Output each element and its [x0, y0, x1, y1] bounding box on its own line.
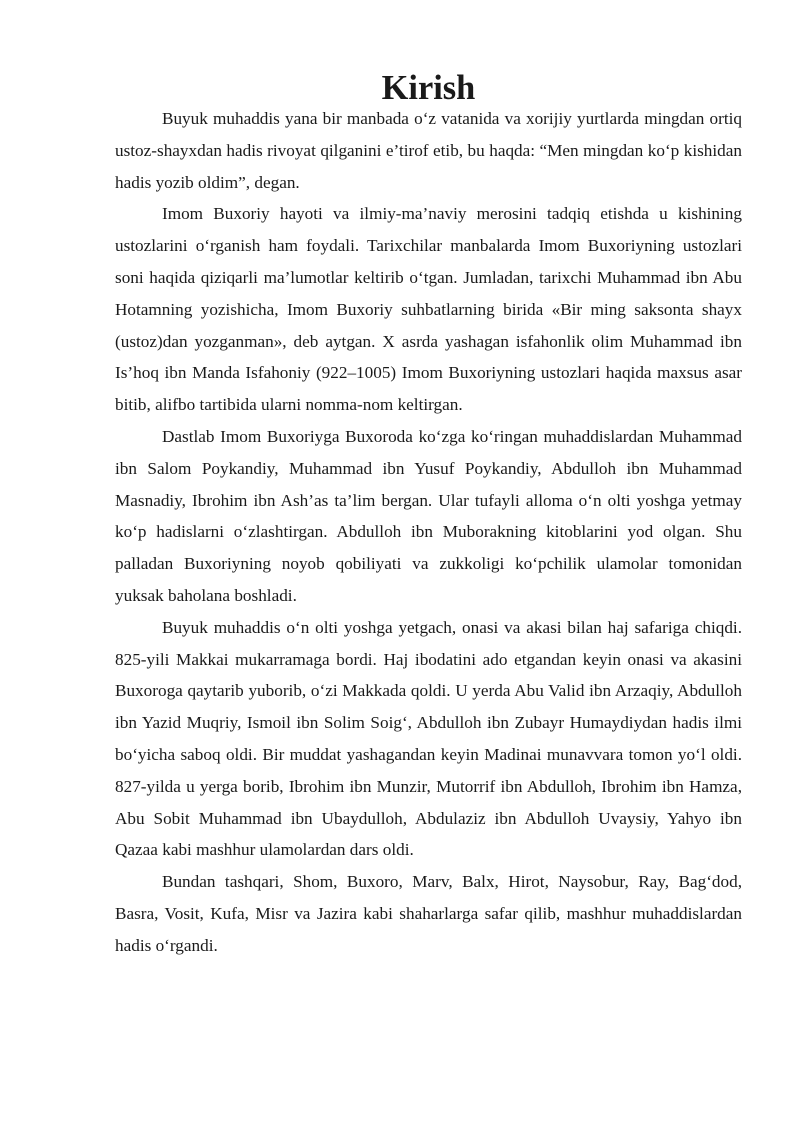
- page-title: Kirish: [381, 69, 476, 107]
- paragraph-4: Buyuk muhaddis o‘n olti yoshga yetgach, onasi va akasi bilan haj safariga chiqdi. 825-yili Makkai mukarramaga bordi. Haj ibodatini ado etgandan keyin onasi va akasini Buxoroga qaytarib yuborib, o‘zi Makkada qoldi. U yerda Abu Valid ibn Arzaqiy, Abdulloh ibn Yazid Muqriy, Ismoil ibn Solim Soig‘, Abdulloh ibn Zubayr Humaydiydan hadis ilmi bo‘yicha saboq oldi. Bir muddat yashagandan keyin Madinai munavvara tomon yo‘l oldi. 827-yilda u yerga borib, Ibrohim ibn Munzir, Mutorrif ibn Abdulloh, Ibrohim ibn Hamza, Abu Sobit Muhammad ibn Ubaydulloh, Abdulaziz ibn Abdulloh Uvaysiy, Yahyo ibn Qazaa kabi mashhur ulamolardan dars oldi.: [115, 617, 742, 860]
- paragraph-1: Buyuk muhaddis yana bir manbada o‘z vatanida va xorijiy yurtlarda mingdan ortiq ustoz-shayxdan hadis rivoyat qilganini e’tirof etib, bu haqda: “Men mingdan ko‘p kishidan hadis yozib oldim”, degan.: [115, 109, 742, 192]
- paragraph-3: Dastlab Imom Buxoriyga Buxoroda ko‘zga ko‘ringan muhaddislardan Muhammad ibn Salom Poykandiy, Muhammad ibn Yusuf Poykandiy, Abdulloh ibn Muhammad Masnadiy, Ibrohim ibn Ash’as ta’lim bergan. Ular tufayli alloma o‘n olti yoshga yetmay ko‘p hadislarni o‘zlashtirgan. Abdulloh ibn Muborakning kitoblarini yod olgan. Shu palladan Buxoriyning noyob qobiliyati va zukkoligi ko‘pchilik ulamolar tomonidan yuksak baholana boshladi.: [115, 426, 742, 605]
- document-page: [115, 69, 742, 962]
- paragraph-5: Bundan tashqari, Shom, Buxoro, Marv, Balx, Hirot, Naysobur, Ray, Bag‘dod, Basra, Vosit, Kufa, Misr va Jazira kabi shaharlarga safar qilib, mashhur muhaddislardan hadis o‘rgandi.: [115, 872, 742, 955]
- paragraph-2: Imom Buxoriy hayoti va ilmiy-ma’naviy merosini tadqiq etishda u kishining ustozlarini o‘rganish ham foydali. Tarixchilar manbalarda Imom Buxoriyning ustozlari soni haqida qiziqarli ma’lumotlar keltirib o‘tgan. Jumladan, tarixchi Muhammad ibn Abu Hotamning yozishicha, Imom Buxoriy suhbatlarning birida «Bir ming saksonta shayx (ustoz)dan yozganman», deb aytgan. X asrda yashagan isfahonlik olim Muhammad ibn Is’hoq ibn Manda Isfahoniy (922–1005) Imom Buxoriyning ustozlari haqida maxsus asar bitib, alifbo tartibida ularni nomma-nom keltirgan.: [115, 204, 742, 415]
